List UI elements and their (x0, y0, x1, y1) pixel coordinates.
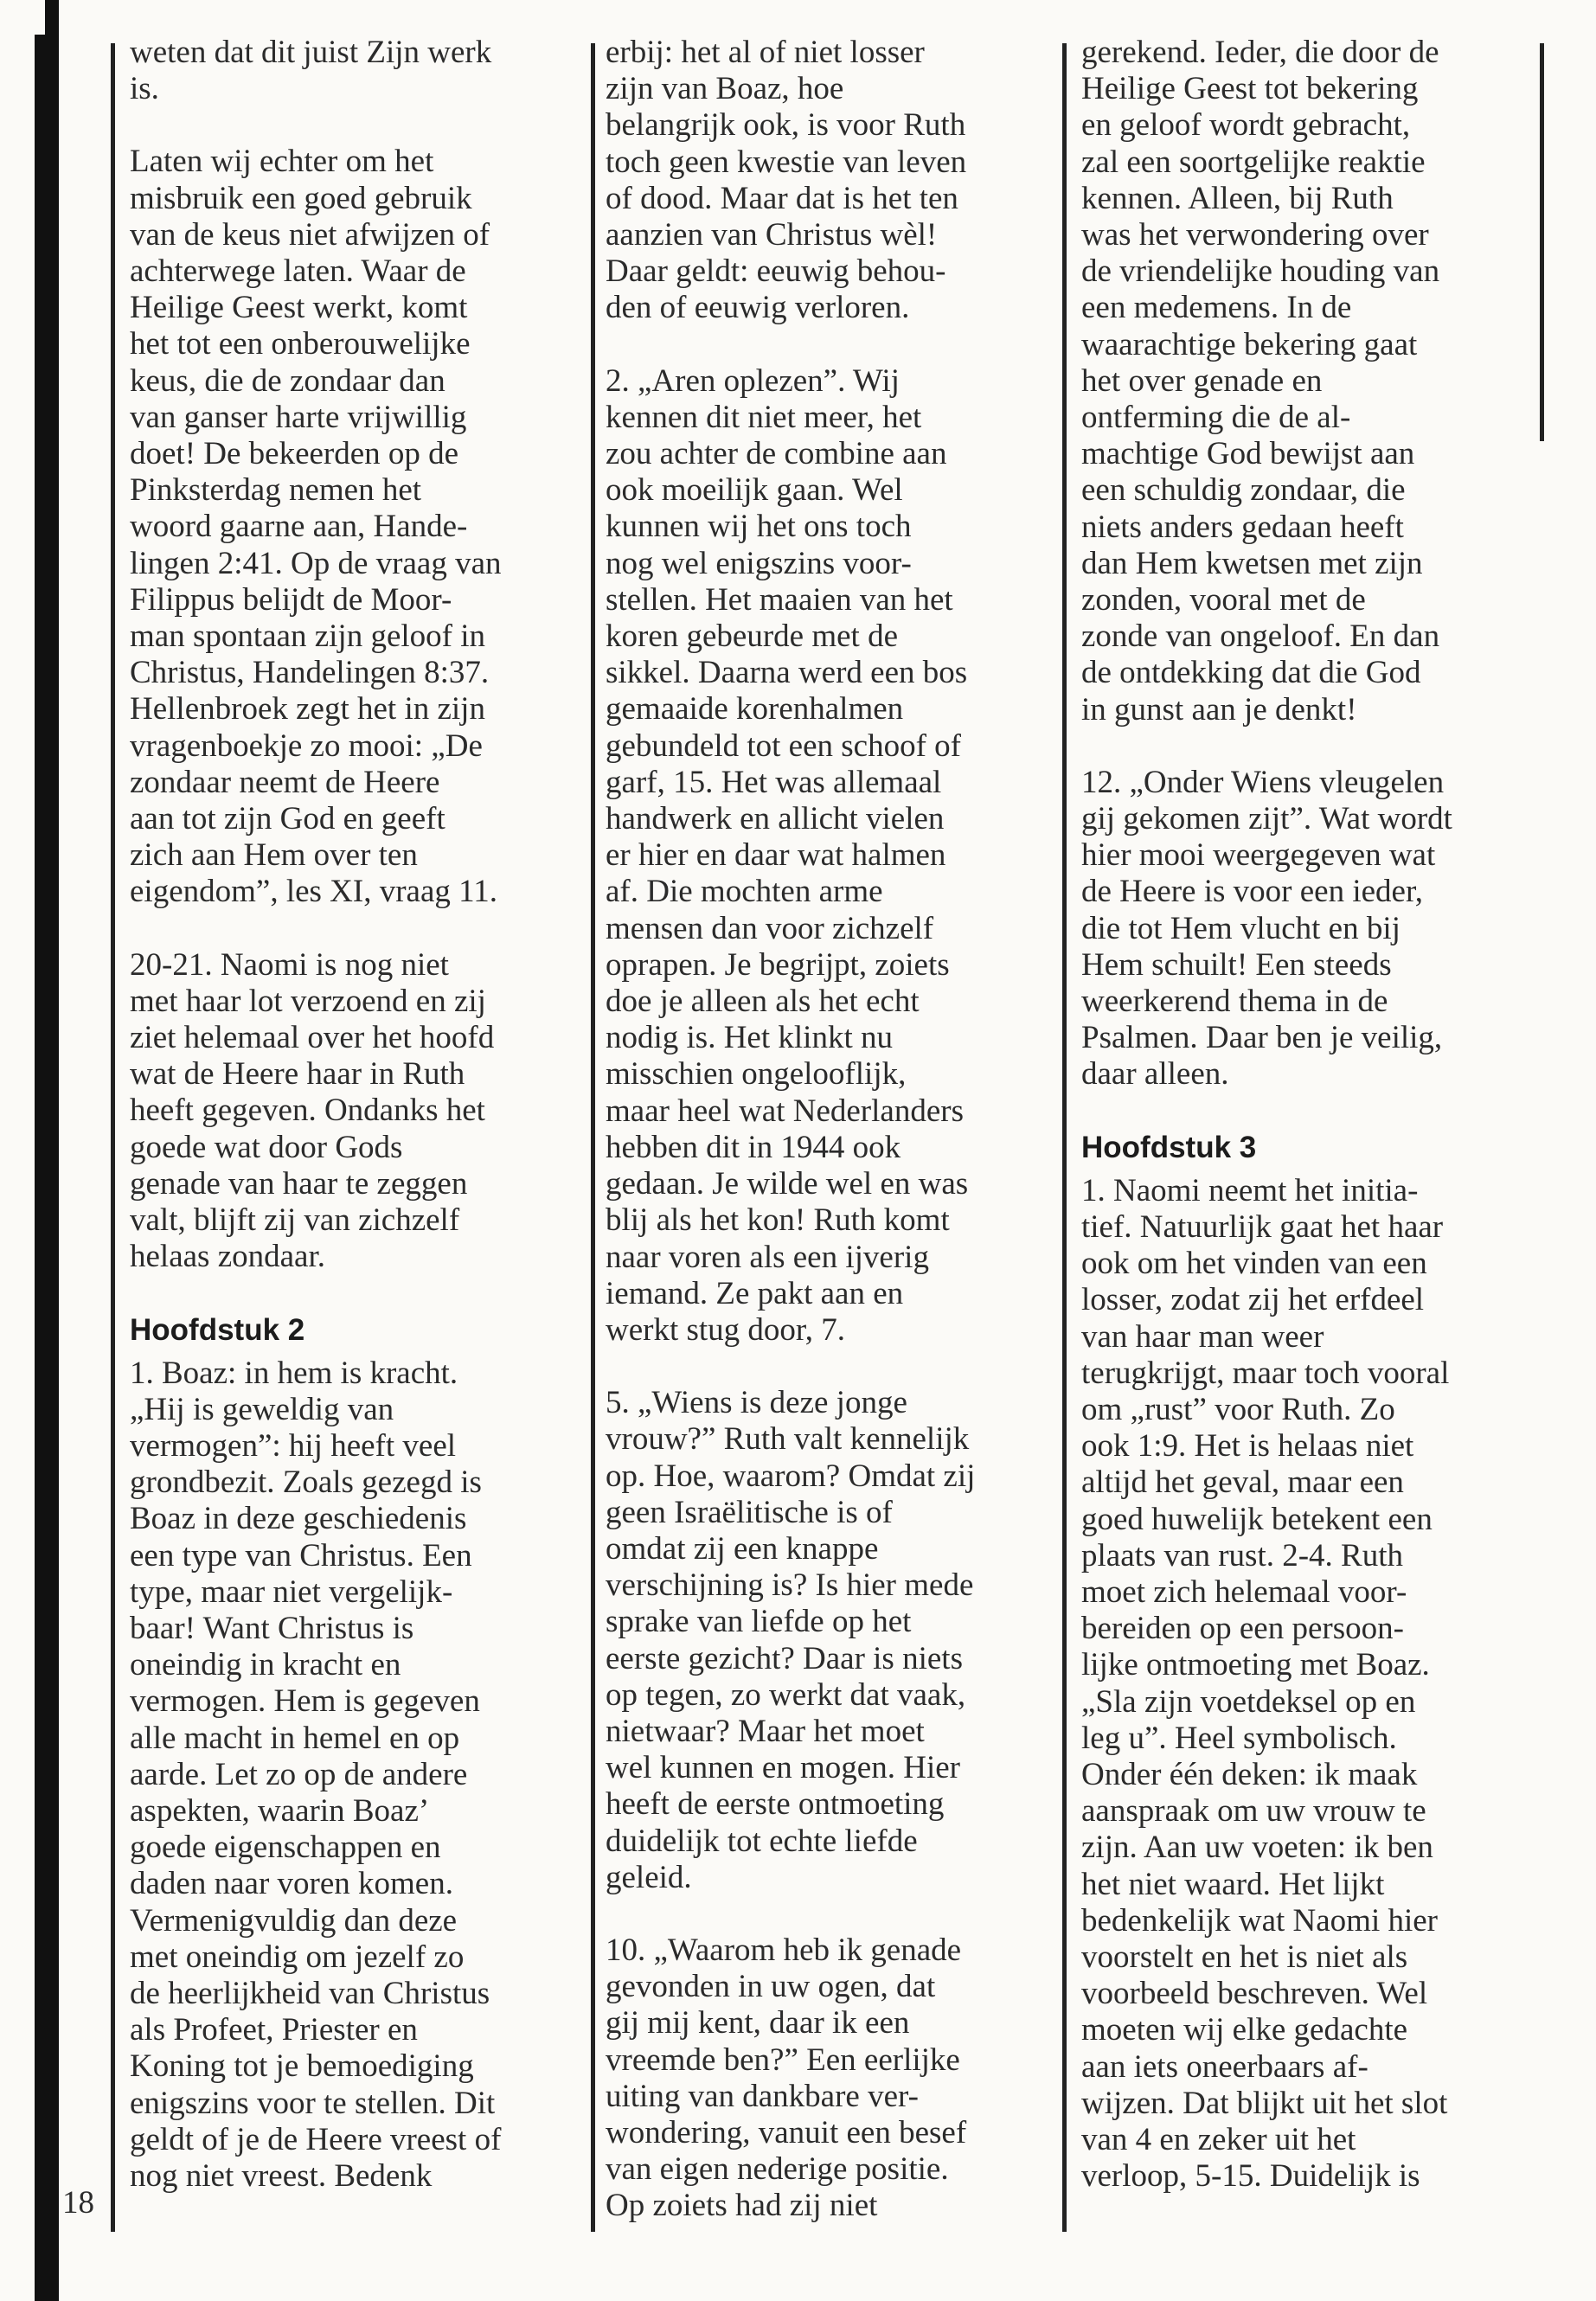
text-line: is. (130, 71, 159, 107)
text-line: nietwaar? Maar het moet (606, 1713, 925, 1749)
text-line: Hellenbroek zegt het in zijn (130, 691, 485, 727)
text-line: niets anders gedaan heeft (1081, 509, 1404, 545)
text-line: naar voren als een ijverig (606, 1239, 929, 1275)
text-line: zou achter de combine aan (606, 436, 947, 472)
text-line: gemaaide korenhalmen (606, 691, 904, 727)
text-line: type, maar niet vergelijk- (130, 1574, 453, 1610)
text-line: was het verwondering over (1081, 217, 1429, 253)
text-line: omdat zij een knappe (606, 1530, 879, 1567)
text-line: zal een soortgelijke reaktie (1081, 144, 1426, 180)
text-line: mensen dan voor zichzelf (606, 910, 934, 946)
text-line: woord gaarne aan, Hande- (130, 509, 468, 545)
text-line: Heilige Geest tot bekering (1081, 71, 1419, 107)
text-line: Daar geldt: eeuwig behou- (606, 253, 946, 290)
text-line: doe je alleen als het echt (606, 984, 920, 1020)
text-line: alle macht in hemel en op (130, 1720, 460, 1756)
text-line: er hier en daar wat halmen (606, 837, 946, 874)
text-line: oneindig in kracht en (130, 1647, 401, 1683)
text-line: en geloof wordt gebracht, (1081, 107, 1411, 144)
text-line: wondering, vanuit een besef (606, 2114, 967, 2150)
text-line: stellen. Het maaien van het (606, 581, 953, 618)
text-line: gerekend. Ieder, die door de (1081, 35, 1439, 70)
text-line: 20-21. Naomi is nog niet (130, 946, 449, 983)
text-line: hebben dit in 1944 ook (606, 1129, 901, 1165)
text-line: bereiden op een persoon- (1081, 1611, 1404, 1647)
text-line: aan tot zijn God en geeft (130, 801, 445, 837)
text-line: nog niet vreest. Bedenk (130, 2157, 433, 2194)
text-line: van haar man weer (1081, 1318, 1324, 1355)
text-line: doet! De bekeerden op de (130, 436, 459, 472)
text-line: „Hij is geweldig van (130, 1391, 394, 1427)
text-line: met oneindig om jezelf zo (130, 1939, 465, 1975)
text-line: Laten wij echter om het (130, 144, 434, 180)
text-line: zonden, vooral met de (1081, 582, 1366, 619)
text-line: ontferming die de al- (1081, 400, 1351, 436)
text-line: gij mij kent, daar ik een (606, 2005, 910, 2041)
page-edge-notch (35, 0, 45, 35)
text-line: Onder één deken: ik maak (1081, 1756, 1418, 1792)
text-line: leg u”. Heel symbolisch. (1081, 1720, 1397, 1756)
text-line: op. Hoe, waarom? Omdat zij (606, 1458, 976, 1494)
column-rule-1 (591, 43, 595, 2232)
paragraph (606, 1932, 1047, 2225)
text-line: ook om het vinden van een (1081, 1246, 1427, 1282)
text-line: zich aan Hem over ten (130, 837, 418, 874)
text-line: man spontaan zijn geloof in (130, 619, 486, 655)
text-line: gedaan. Je wilde wel en was (606, 1166, 969, 1202)
text-line: lijke ontmoeting met Boaz. (1081, 1647, 1430, 1683)
text-line: vreemde ben?” Een eerlijke (606, 2041, 960, 2078)
text-line: verschijning is? Is hier mede (606, 1567, 974, 1604)
text-line: 2. „Aren oplezen”. Wij (606, 362, 900, 399)
text-line: sprake van liefde op het (606, 1604, 912, 1640)
text-line: om „rust” voor Ruth. Zo (1081, 1391, 1395, 1427)
text-line: zonde van ongeloof. En dan (1081, 619, 1440, 655)
text-line: als Profeet, Priester en (130, 2012, 418, 2048)
text-line: maar heel wat Nederlanders (606, 1093, 964, 1129)
text-column-3 (1081, 35, 1531, 2195)
text-line: oprapen. Je begrijpt, zoiets (606, 946, 950, 983)
text-line: ziet helemaal over het hoofd (130, 1020, 495, 1056)
text-line: geldt of je de Heere vreest of (130, 2121, 502, 2157)
text-line: belangrijk ook, is voor Ruth (606, 107, 966, 144)
text-line: plaats van rust. 2-4. Ruth (1081, 1537, 1404, 1574)
paragraph (1081, 765, 1531, 1093)
text-line: garf, 15. Het was allemaal (606, 764, 942, 800)
text-line: baar! Want Christus is (130, 1610, 414, 1646)
text-line: geleid. (606, 1859, 692, 1895)
paragraph (130, 947, 571, 1276)
text-line: grondbezit. Zoals gezegd is (130, 1465, 482, 1501)
page-number: 18 (62, 2185, 94, 2221)
text-line: in gunst aan je denkt! (1081, 691, 1357, 727)
text-line: van ganser harte vrijwillig (130, 399, 467, 435)
paragraph (130, 144, 571, 910)
paragraph (606, 35, 1047, 327)
text-line: duidelijk tot echte liefde (606, 1823, 918, 1859)
text-line: bedenkelijk wat Naomi hier (1081, 1902, 1439, 1939)
text-line: vermogen”: hij heeft veel (130, 1427, 457, 1464)
text-line: toch geen kwestie van leven (606, 144, 967, 180)
text-line: goede eigenschappen en (130, 1830, 441, 1866)
text-line: Hem schuilt! Een steeds (1081, 946, 1392, 983)
text-line: tief. Natuurlijk gaat het haar (1081, 1208, 1444, 1245)
text-line: een type van Christus. Een (130, 1537, 472, 1574)
chapter-heading: Hoofdstuk 2 (130, 1312, 305, 1347)
text-line: aspekten, waarin Boaz’ (130, 1792, 430, 1829)
column-rule-right (1540, 43, 1544, 441)
text-line: het over genade en (1081, 362, 1323, 399)
text-line: iemand. Ze pakt aan en (606, 1275, 904, 1311)
page-edge-bar (35, 0, 59, 2301)
text-line: voorbeeld beschreven. Wel (1081, 1976, 1428, 2012)
text-line: een medemens. In de (1081, 290, 1352, 326)
text-line: vragenboekje zo mooi: „De (130, 727, 483, 764)
text-line: misschien ongelooflijk, (606, 1056, 907, 1093)
text-line: 10. „Waarom heb ik genade (606, 1932, 962, 1968)
text-line: de Heere is voor een ieder, (1081, 874, 1424, 910)
text-line: moet zich helemaal voor- (1081, 1574, 1407, 1610)
text-line: valt, blijft zij van zichzelf (130, 1202, 460, 1239)
text-line: blij als het kon! Ruth komt (606, 1202, 950, 1239)
text-line: dan Hem kwetsen met zijn (1081, 545, 1423, 581)
text-line: de heerlijkheid van Christus (130, 1975, 490, 2011)
text-line: de ontdekking dat die God (1081, 655, 1421, 691)
text-line: Vermenigvuldig dan deze (130, 1902, 458, 1939)
text-line: weerkerend thema in de (1081, 984, 1388, 1020)
text-line: vrouw?” Ruth valt kennelijk (606, 1421, 970, 1458)
text-line: op tegen, zo werkt dat vaak, (606, 1676, 966, 1713)
text-line: aarde. Let zo op de andere (130, 1756, 468, 1792)
text-line: daden naar voren komen. (130, 1866, 453, 1902)
text-line: erbij: het al of niet losser (606, 35, 925, 70)
chapter-heading: Hoofdstuk 3 (1081, 1130, 1257, 1164)
text-line: het niet waard. Het lijkt (1081, 1866, 1385, 1902)
text-line: verloop, 5-15. Duidelijk is (1081, 2158, 1420, 2195)
text-line: heeft de eerste ontmoeting (606, 1786, 945, 1823)
text-line: moeten wij elke gedachte (1081, 2012, 1408, 2048)
text-line: enigszins voor te stellen. Dit (130, 2085, 496, 2121)
paragraph (130, 35, 571, 107)
text-line: Koning tot je bemoediging (130, 2048, 474, 2085)
text-line: gebundeld tot een schoof of (606, 727, 961, 764)
text-line: nodig is. Het klinkt nu (606, 1020, 893, 1056)
text-line: sikkel. Daarna werd een bos (606, 655, 968, 691)
column-rule-left (111, 43, 115, 2232)
text-line: Heilige Geest werkt, komt (130, 290, 468, 326)
text-line: kennen. Alleen, bij Ruth (1081, 180, 1394, 216)
text-line: genade van haar te zeggen (130, 1165, 468, 1202)
text-line: Op zoiets had zij niet (606, 2188, 878, 2224)
text-line: weten dat dit juist Zijn werk (130, 35, 492, 70)
text-line: van de keus niet afwijzen of (130, 216, 490, 253)
text-line: achterwege laten. Waar de (130, 253, 466, 290)
text-line: handwerk en allicht vielen (606, 801, 945, 837)
text-line: gevonden in uw ogen, dat (606, 1969, 936, 2005)
text-line: Pinksterdag nemen het (130, 472, 422, 509)
text-line: Christus, Handelingen 8:37. (130, 655, 490, 691)
text-line: daar alleen. (1081, 1056, 1229, 1093)
text-line: hier mooi weergegeven wat (1081, 837, 1436, 874)
text-line: wat de Heere haar in Ruth (130, 1056, 465, 1093)
text-line: aan iets oneerbaars af- (1081, 2048, 1368, 2085)
paragraph (606, 363, 1047, 1349)
text-line: wel kunnen en mogen. Hier (606, 1750, 960, 1786)
text-line: een schuldig zondaar, die (1081, 472, 1406, 509)
text-line: losser, zodat zij het erfdeel (1081, 1282, 1425, 1318)
text-line: machtige God bewijst aan (1081, 436, 1415, 472)
text-line: helaas zondaar. (130, 1239, 325, 1275)
text-line: de vriendelijke houding van (1081, 253, 1440, 290)
text-line: goed huwelijk betekent een (1081, 1501, 1433, 1537)
text-line: kunnen wij het ons toch (606, 509, 912, 545)
text-line: vermogen. Hem is gegeven (130, 1683, 480, 1720)
text-line: zijn van Boaz, hoe (606, 71, 844, 107)
text-line: terugkrijgt, maar toch vooral (1081, 1355, 1450, 1391)
text-line: 1. Naomi neemt het initia- (1081, 1172, 1419, 1208)
text-line: werkt stug door, 7. (606, 1311, 846, 1348)
text-line: keus, die de zondaar dan (130, 362, 445, 399)
paragraph (1081, 1173, 1531, 2195)
text-line: van eigen nederige positie. (606, 2151, 949, 2188)
paragraph (606, 1385, 1047, 1896)
text-line: voorstelt en het is niet als (1081, 1939, 1408, 1975)
text-line: ook 1:9. Het is helaas niet (1081, 1428, 1414, 1465)
text-line: aanspraak om uw vrouw te (1081, 1793, 1426, 1830)
text-line: met haar lot verzoend en zij (130, 983, 486, 1019)
text-line: eigendom”, les XI, vraag 11. (130, 874, 498, 910)
text-line: 1. Boaz: in hem is kracht. (130, 1355, 458, 1391)
text-line: lingen 2:41. Op de vraag van (130, 545, 502, 581)
text-line: ook moeilijk gaan. Wel (606, 472, 903, 509)
text-line: Boaz in deze geschiedenis (130, 1501, 467, 1537)
text-line: uiting van dankbare ver- (606, 2078, 919, 2114)
text-column-1 (130, 35, 571, 2195)
text-line: „Sla zijn voetdeksel op en (1081, 1683, 1416, 1720)
text-line: 5. „Wiens is deze jonge (606, 1385, 907, 1421)
text-line: Psalmen. Daar ben je veilig, (1081, 1020, 1443, 1056)
text-line: zondaar neemt de Heere (130, 764, 440, 800)
text-line: geen Israëlitische is of (606, 1494, 893, 1530)
text-line: nog wel enigszins voor- (606, 545, 912, 581)
text-line: 12. „Onder Wiens vleugelen (1081, 764, 1445, 800)
text-line: goede wat door Gods (130, 1129, 403, 1165)
text-line: altijd het geval, maar een (1081, 1465, 1404, 1501)
text-line: zijn. Aan uw voeten: ik ben (1081, 1830, 1433, 1866)
text-column-2 (606, 35, 1047, 2225)
text-line: eerste gezicht? Daar is niets (606, 1640, 963, 1676)
text-line: wijzen. Dat blijkt uit het slot (1081, 2085, 1448, 2121)
text-line: of dood. Maar dat is het ten (606, 180, 958, 216)
text-line: het tot een onberouwelijke (130, 326, 471, 362)
text-line: den of eeuwig verloren. (606, 290, 910, 326)
text-line: die tot Hem vlucht en bij (1081, 910, 1401, 946)
text-line: kennen dit niet meer, het (606, 399, 922, 435)
column-rule-2 (1062, 43, 1067, 2232)
paragraph (130, 1356, 571, 2195)
text-line: gij gekomen zijt”. Wat wordt (1081, 801, 1452, 837)
text-line: koren gebeurde met de (606, 619, 898, 655)
text-line: af. Die mochten arme (606, 874, 883, 910)
text-line: waarachtige bekering gaat (1081, 326, 1418, 362)
text-line: van 4 en zeker uit het (1081, 2121, 1356, 2157)
text-line: misbruik een goed gebruik (130, 180, 472, 216)
text-line: heeft gegeven. Ondanks het (130, 1093, 485, 1129)
paragraph (1081, 35, 1531, 728)
text-line: aanzien van Christus wèl! (606, 217, 938, 253)
text-line: Filippus belijdt de Moor- (130, 581, 452, 618)
